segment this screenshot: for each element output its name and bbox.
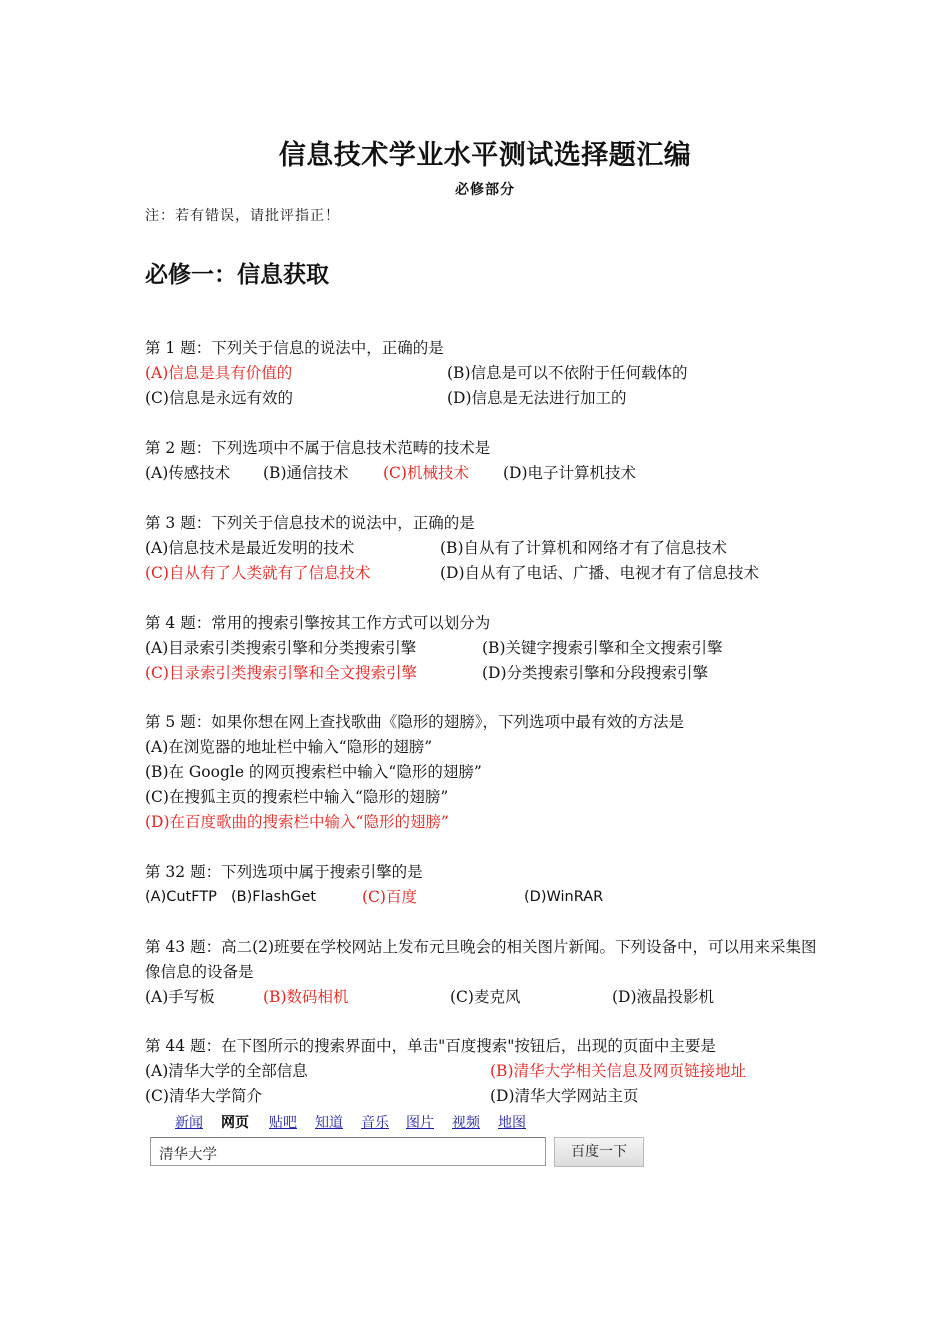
option-row (145, 361, 825, 386)
option-c: (C)清华大学简介 (145, 1087, 262, 1105)
tab-video[interactable]: 视频 (452, 1115, 480, 1131)
question-stem: 第 5 题：如果你想在网上查找歌曲《隐形的翅膀》，下列选项中最有效的方法是 (145, 713, 684, 731)
question-44 (145, 1034, 825, 1109)
question-stem: 第 2 题：下列选项中不属于信息技术范畴的技术是 (145, 439, 491, 457)
option-a: (A)信息技术是最近发明的技术 (145, 539, 355, 557)
option-row (145, 1059, 825, 1084)
option-c: (C)自从有了人类就有了信息技术 (145, 564, 371, 582)
tab-zhidao[interactable]: 知道 (315, 1115, 343, 1131)
tab-tieba[interactable]: 贴吧 (269, 1115, 297, 1131)
option-a: (A)传感技术 (145, 464, 231, 482)
option-row (145, 661, 825, 686)
option-d: (D)在百度歌曲的搜索栏中输入“隐形的翅膀” (145, 813, 449, 831)
option-a: (A)信息是具有价值的 (145, 364, 293, 382)
option-b: (B)数码相机 (263, 988, 349, 1006)
option-row (145, 885, 825, 910)
question-2 (145, 436, 825, 486)
option-b: (B)信息是可以不依附于任何载体的 (447, 364, 688, 382)
option-a: (A)手写板 (145, 988, 215, 1006)
question-1 (145, 336, 825, 411)
option-d: (D)自从有了电话、广播、电视才有了信息技术 (440, 564, 760, 582)
option-c: (C)机械技术 (383, 464, 469, 482)
tab-news[interactable]: 新闻 (175, 1115, 203, 1131)
search-widget-figure (150, 1110, 650, 1170)
option-a: (A)目录索引类搜索引擎和分类搜索引擎 (145, 639, 417, 657)
question-stem: 第 44 题：在下图所示的搜索界面中，单击"百度搜索"按钮后，出现的页面中主要是 (145, 1037, 716, 1055)
option-b: (B)在 Google 的网页搜索栏中输入“隐形的翅膀” (145, 763, 482, 781)
option-c: (C)在搜狐主页的搜索栏中输入“隐形的翅膀” (145, 788, 449, 806)
question-stem: 第 1 题：下列关于信息的说法中，正确的是 (145, 339, 444, 357)
option-d: (D)WinRAR (524, 889, 604, 905)
tab-map[interactable]: 地图 (498, 1115, 526, 1131)
option-b: (B)自从有了计算机和网络才有了信息技术 (440, 539, 727, 557)
option-a: (A)在浏览器的地址栏中输入“隐形的翅膀” (145, 738, 433, 756)
option-b: (B)FlashGet (231, 889, 317, 905)
section-heading: 必修一：信息获取 (145, 262, 329, 288)
question-32 (145, 860, 825, 910)
tab-images[interactable]: 图片 (406, 1115, 434, 1131)
option-a: (A)清华大学的全部信息 (145, 1062, 308, 1080)
option-b: (B)通信技术 (263, 464, 349, 482)
option-row (145, 1084, 825, 1109)
option-b: (B)清华大学相关信息及网页链接地址 (490, 1062, 746, 1080)
question-stem: 第 3 题：下列关于信息技术的说法中，正确的是 (145, 514, 475, 532)
option-b: (B)关键字搜索引擎和全文搜索引擎 (482, 639, 723, 657)
errata-note: 注：若有错误，请批评指正！ (145, 208, 340, 224)
document-subtitle: 必修部分 (455, 182, 515, 198)
question-stem: 第 4 题：常用的搜索引擎按其工作方式可以划分为 (145, 614, 491, 632)
search-button[interactable]: 百度一下 (554, 1137, 644, 1167)
option-c: (C)麦克风 (450, 988, 521, 1006)
option-row (145, 386, 825, 411)
option-d: (D)清华大学网站主页 (490, 1087, 639, 1105)
option-row (145, 636, 825, 661)
option-a: (A)CutFTP (145, 889, 217, 905)
option-d: (D)液晶投影机 (612, 988, 715, 1006)
tab-web[interactable]: 网页 (221, 1115, 249, 1131)
option-d: (D)分类搜索引擎和分段搜索引擎 (482, 664, 709, 682)
question-4 (145, 611, 825, 686)
option-row (145, 985, 825, 1010)
option-d: (D)电子计算机技术 (503, 464, 637, 482)
option-row (145, 461, 825, 486)
question-43 (145, 935, 825, 1010)
question-3 (145, 511, 825, 586)
search-input[interactable]: 清华大学 (150, 1137, 546, 1166)
option-c: (C)信息是永远有效的 (145, 389, 293, 407)
option-row (145, 536, 825, 561)
option-d: (D)信息是无法进行加工的 (447, 389, 627, 407)
tab-music[interactable]: 音乐 (361, 1115, 389, 1131)
option-c: (C)目录索引类搜索引擎和全文搜索引擎 (145, 664, 417, 682)
question-stem: 第 43 题：高二(2)班要在学校网站上发布元旦晚会的相关图片新闻。下列设备中，可以用来采集图像信息的设备是 (145, 938, 817, 981)
question-stem: 第 32 题：下列选项中属于搜索引擎的是 (145, 863, 423, 881)
option-c: (C)百度 (362, 888, 417, 906)
option-row (145, 561, 825, 586)
question-5 (145, 710, 825, 835)
document-title: 信息技术学业水平测试选择题汇编 (278, 140, 692, 171)
